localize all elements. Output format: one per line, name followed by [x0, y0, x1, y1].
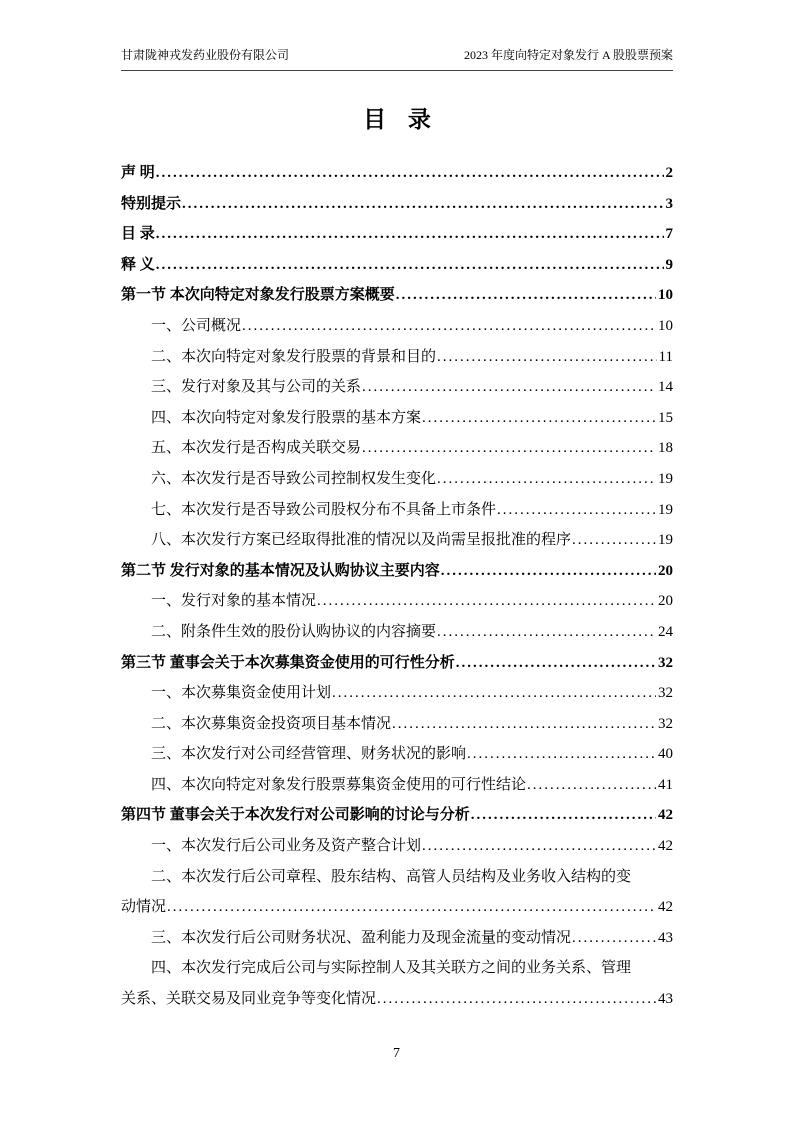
toc-dot-leader [156, 219, 664, 250]
toc-entry-title: 三、发行对象及其与公司的关系 [151, 379, 362, 396]
toc-entry-title: 特别提示 [121, 195, 182, 212]
toc-entry[interactable] [121, 311, 673, 342]
toc-dot-leader [422, 403, 656, 434]
toc-entry-row [121, 280, 673, 311]
toc-entry[interactable] [121, 433, 673, 464]
toc-dot-leader [156, 158, 664, 189]
toc-entry-page: 15 [658, 409, 673, 426]
toc-entry-row [121, 525, 673, 556]
toc-entry-page: 43 [658, 929, 673, 946]
toc-entry[interactable] [121, 739, 673, 770]
toc-entry-title: 第三节 董事会关于本次募集资金使用的可行性分析 [121, 654, 455, 671]
toc-entry-title: 一、发行对象的基本情况 [151, 593, 317, 610]
toc-entry[interactable] [121, 403, 673, 434]
toc-entry-page: 14 [658, 379, 673, 396]
toc-entry-row [121, 648, 673, 679]
toc-entry-title: 八、本次发行方案已经取得批准的情况以及尚需呈报批准的程序 [151, 532, 572, 549]
toc-entry-title: 六、本次发行是否导致公司控制权发生变化 [151, 470, 437, 487]
toc-entry-page: 32 [658, 685, 673, 702]
footer-page-number: 7 [393, 1046, 400, 1061]
toc-entry-row [121, 892, 673, 923]
toc-dot-leader [471, 800, 656, 831]
toc-dot-leader [572, 525, 656, 556]
toc-entry-title: 释 义 [121, 256, 155, 273]
toc-entry-title: 第一节 本次向特定对象发行股票方案概要 [121, 287, 395, 304]
toc-dot-leader [332, 678, 656, 709]
header-document-title: 2023 年度向特定对象发行 A 股股票预案 [463, 48, 673, 62]
toc-entry-page: 3 [665, 195, 673, 212]
toc-entry-row [121, 342, 673, 373]
toc-entry-title: 一、本次募集资金使用计划 [151, 685, 332, 702]
toc-entry[interactable] [121, 648, 673, 679]
toc-entry[interactable] [121, 219, 673, 250]
toc-entry[interactable] [121, 586, 673, 617]
toc-entry-title: 一、本次发行后公司业务及资产整合计划 [151, 838, 422, 855]
toc-entry-page: 10 [658, 317, 673, 334]
toc-dot-leader [441, 556, 656, 587]
toc-entry-title: 二、本次募集资金投资项目基本情况 [151, 715, 392, 732]
toc-entry-page: 42 [658, 807, 673, 824]
toc-entry-page: 7 [665, 226, 673, 243]
toc-dot-leader [527, 770, 656, 801]
toc-entry-row [121, 831, 673, 862]
toc-entry-page: 19 [658, 501, 673, 518]
toc-entry[interactable] [121, 189, 673, 220]
toc-entry-row [121, 158, 673, 189]
toc-entry[interactable] [121, 280, 673, 311]
toc-entry[interactable] [121, 617, 673, 648]
toc-dot-leader [437, 464, 656, 495]
toc-entry-row [121, 678, 673, 709]
toc-entry-page: 19 [658, 470, 673, 487]
toc-dot-leader [437, 617, 656, 648]
toc-entry-title: 三、本次发行后公司财务状况、盈利能力及现金流量的变动情况 [151, 929, 572, 946]
toc-entry[interactable] [121, 556, 673, 587]
toc-entry[interactable] [121, 923, 673, 954]
toc-entry[interactable] [121, 464, 673, 495]
toc-entry-title: 七、本次发行是否导致公司股权分布不具备上市条件 [151, 501, 497, 518]
toc-entry-row [121, 219, 673, 250]
toc-entry-title: 关系、关联交易及同业竞争等变化情况 [121, 991, 377, 1008]
toc-dot-leader [362, 372, 656, 403]
toc-entry-row [121, 495, 673, 526]
toc-dot-leader [317, 586, 656, 617]
toc-entry-row [121, 372, 673, 403]
toc-dot-leader [497, 495, 656, 526]
toc-entry-title: 目 录 [121, 226, 155, 243]
toc-dot-leader [362, 433, 656, 464]
toc-entry-page: 19 [658, 532, 673, 549]
page-footer [0, 1046, 793, 1062]
toc-entry-title: 第四节 董事会关于本次发行对公司影响的讨论与分析 [121, 807, 470, 824]
toc-entry[interactable] [121, 250, 673, 281]
toc-entry[interactable] [121, 862, 673, 923]
toc-entry-row [121, 800, 673, 831]
toc-entry-title: 一、公司概况 [151, 317, 242, 334]
toc-entry-row [121, 433, 673, 464]
toc-entry-page: 18 [658, 440, 673, 457]
toc-entry[interactable] [121, 372, 673, 403]
toc-entry[interactable] [121, 770, 673, 801]
toc-entry[interactable] [121, 709, 673, 740]
toc-entry-page: 2 [665, 165, 673, 181]
toc-entry-title: 三、本次发行对公司经营管理、财务状况的影响 [151, 746, 467, 763]
toc-entry-row [121, 770, 673, 801]
toc-entry[interactable] [121, 525, 673, 556]
toc-entry-row [121, 464, 673, 495]
toc-entry-page: 43 [658, 991, 673, 1008]
toc-dot-leader [572, 923, 656, 954]
toc-entry-page: 20 [658, 562, 673, 579]
toc-entry-page: 32 [658, 715, 673, 732]
toc-entry[interactable] [121, 953, 673, 1014]
toc-entry-title: 二、本次向特定对象发行股票的背景和目的 [151, 348, 437, 365]
toc-entry-page: 20 [658, 593, 673, 610]
toc-entry-title: 二、附条件生效的股份认购协议的内容摘要 [151, 623, 437, 640]
toc-entry-row [121, 984, 673, 1015]
toc-dot-leader [156, 250, 664, 281]
toc-entry-title: 五、本次发行是否构成关联交易 [151, 440, 362, 457]
toc-entry[interactable] [121, 800, 673, 831]
toc-entry-row [121, 739, 673, 770]
toc-entry-page: 11 [658, 348, 673, 365]
toc-entry-page: 40 [658, 746, 673, 763]
toc-entry-page: 10 [658, 287, 673, 304]
header-company-name: 甘肃陇神戎发药业股份有限公司 [121, 48, 290, 62]
toc-entry-title: 四、本次向特定对象发行股票的基本方案 [151, 409, 422, 426]
toc-entry-page: 32 [658, 654, 673, 671]
toc-entry-title-line1: 四、本次发行完成后公司与实际控制人及其关联方之间的业务关系、管理 [151, 960, 632, 977]
toc-entry-title: 动情况 [121, 899, 167, 916]
toc-entry[interactable] [121, 158, 673, 189]
toc-entry-row [121, 250, 673, 281]
toc-entry-page: 24 [658, 623, 673, 640]
toc-entry-page: 9 [665, 256, 673, 273]
toc-entry-title-line1: 二、本次发行后公司章程、股东结构、高管人员结构及业务收入结构的变 [151, 868, 632, 885]
toc-entry-row [121, 923, 673, 954]
toc-entry-row [121, 403, 673, 434]
toc-entry-row [121, 586, 673, 617]
toc-entry-title: 声 明 [121, 165, 155, 181]
toc-dot-leader [167, 892, 656, 923]
toc-entry-row [121, 709, 673, 740]
toc-entry-title: 四、本次向特定对象发行股票募集资金使用的可行性结论 [151, 776, 527, 793]
toc-dot-leader [422, 831, 656, 862]
toc-dot-leader [467, 739, 656, 770]
toc-entry-page: 42 [658, 899, 673, 916]
toc-list [121, 158, 673, 1015]
toc-entry-row [121, 617, 673, 648]
toc-entry[interactable] [121, 831, 673, 862]
page-header [121, 46, 673, 71]
toc-dot-leader [242, 311, 656, 342]
toc-dot-leader [182, 189, 663, 220]
page-title: 目 录 [363, 107, 439, 132]
toc-dot-leader [377, 984, 656, 1015]
toc-dot-leader [396, 280, 656, 311]
toc-entry[interactable] [121, 495, 673, 526]
toc-entry[interactable] [121, 342, 673, 373]
toc-entry-row [121, 311, 673, 342]
toc-entry-row [121, 556, 673, 587]
toc-dot-leader [456, 648, 656, 679]
toc-dot-leader [392, 709, 656, 740]
toc-entry-row [121, 189, 673, 220]
toc-entry[interactable] [121, 678, 673, 709]
toc-entry-page: 42 [658, 838, 673, 855]
toc-dot-leader [437, 342, 657, 373]
toc-entry-page: 41 [658, 776, 673, 793]
toc-entry-title: 第二节 发行对象的基本情况及认购协议主要内容 [121, 562, 440, 579]
